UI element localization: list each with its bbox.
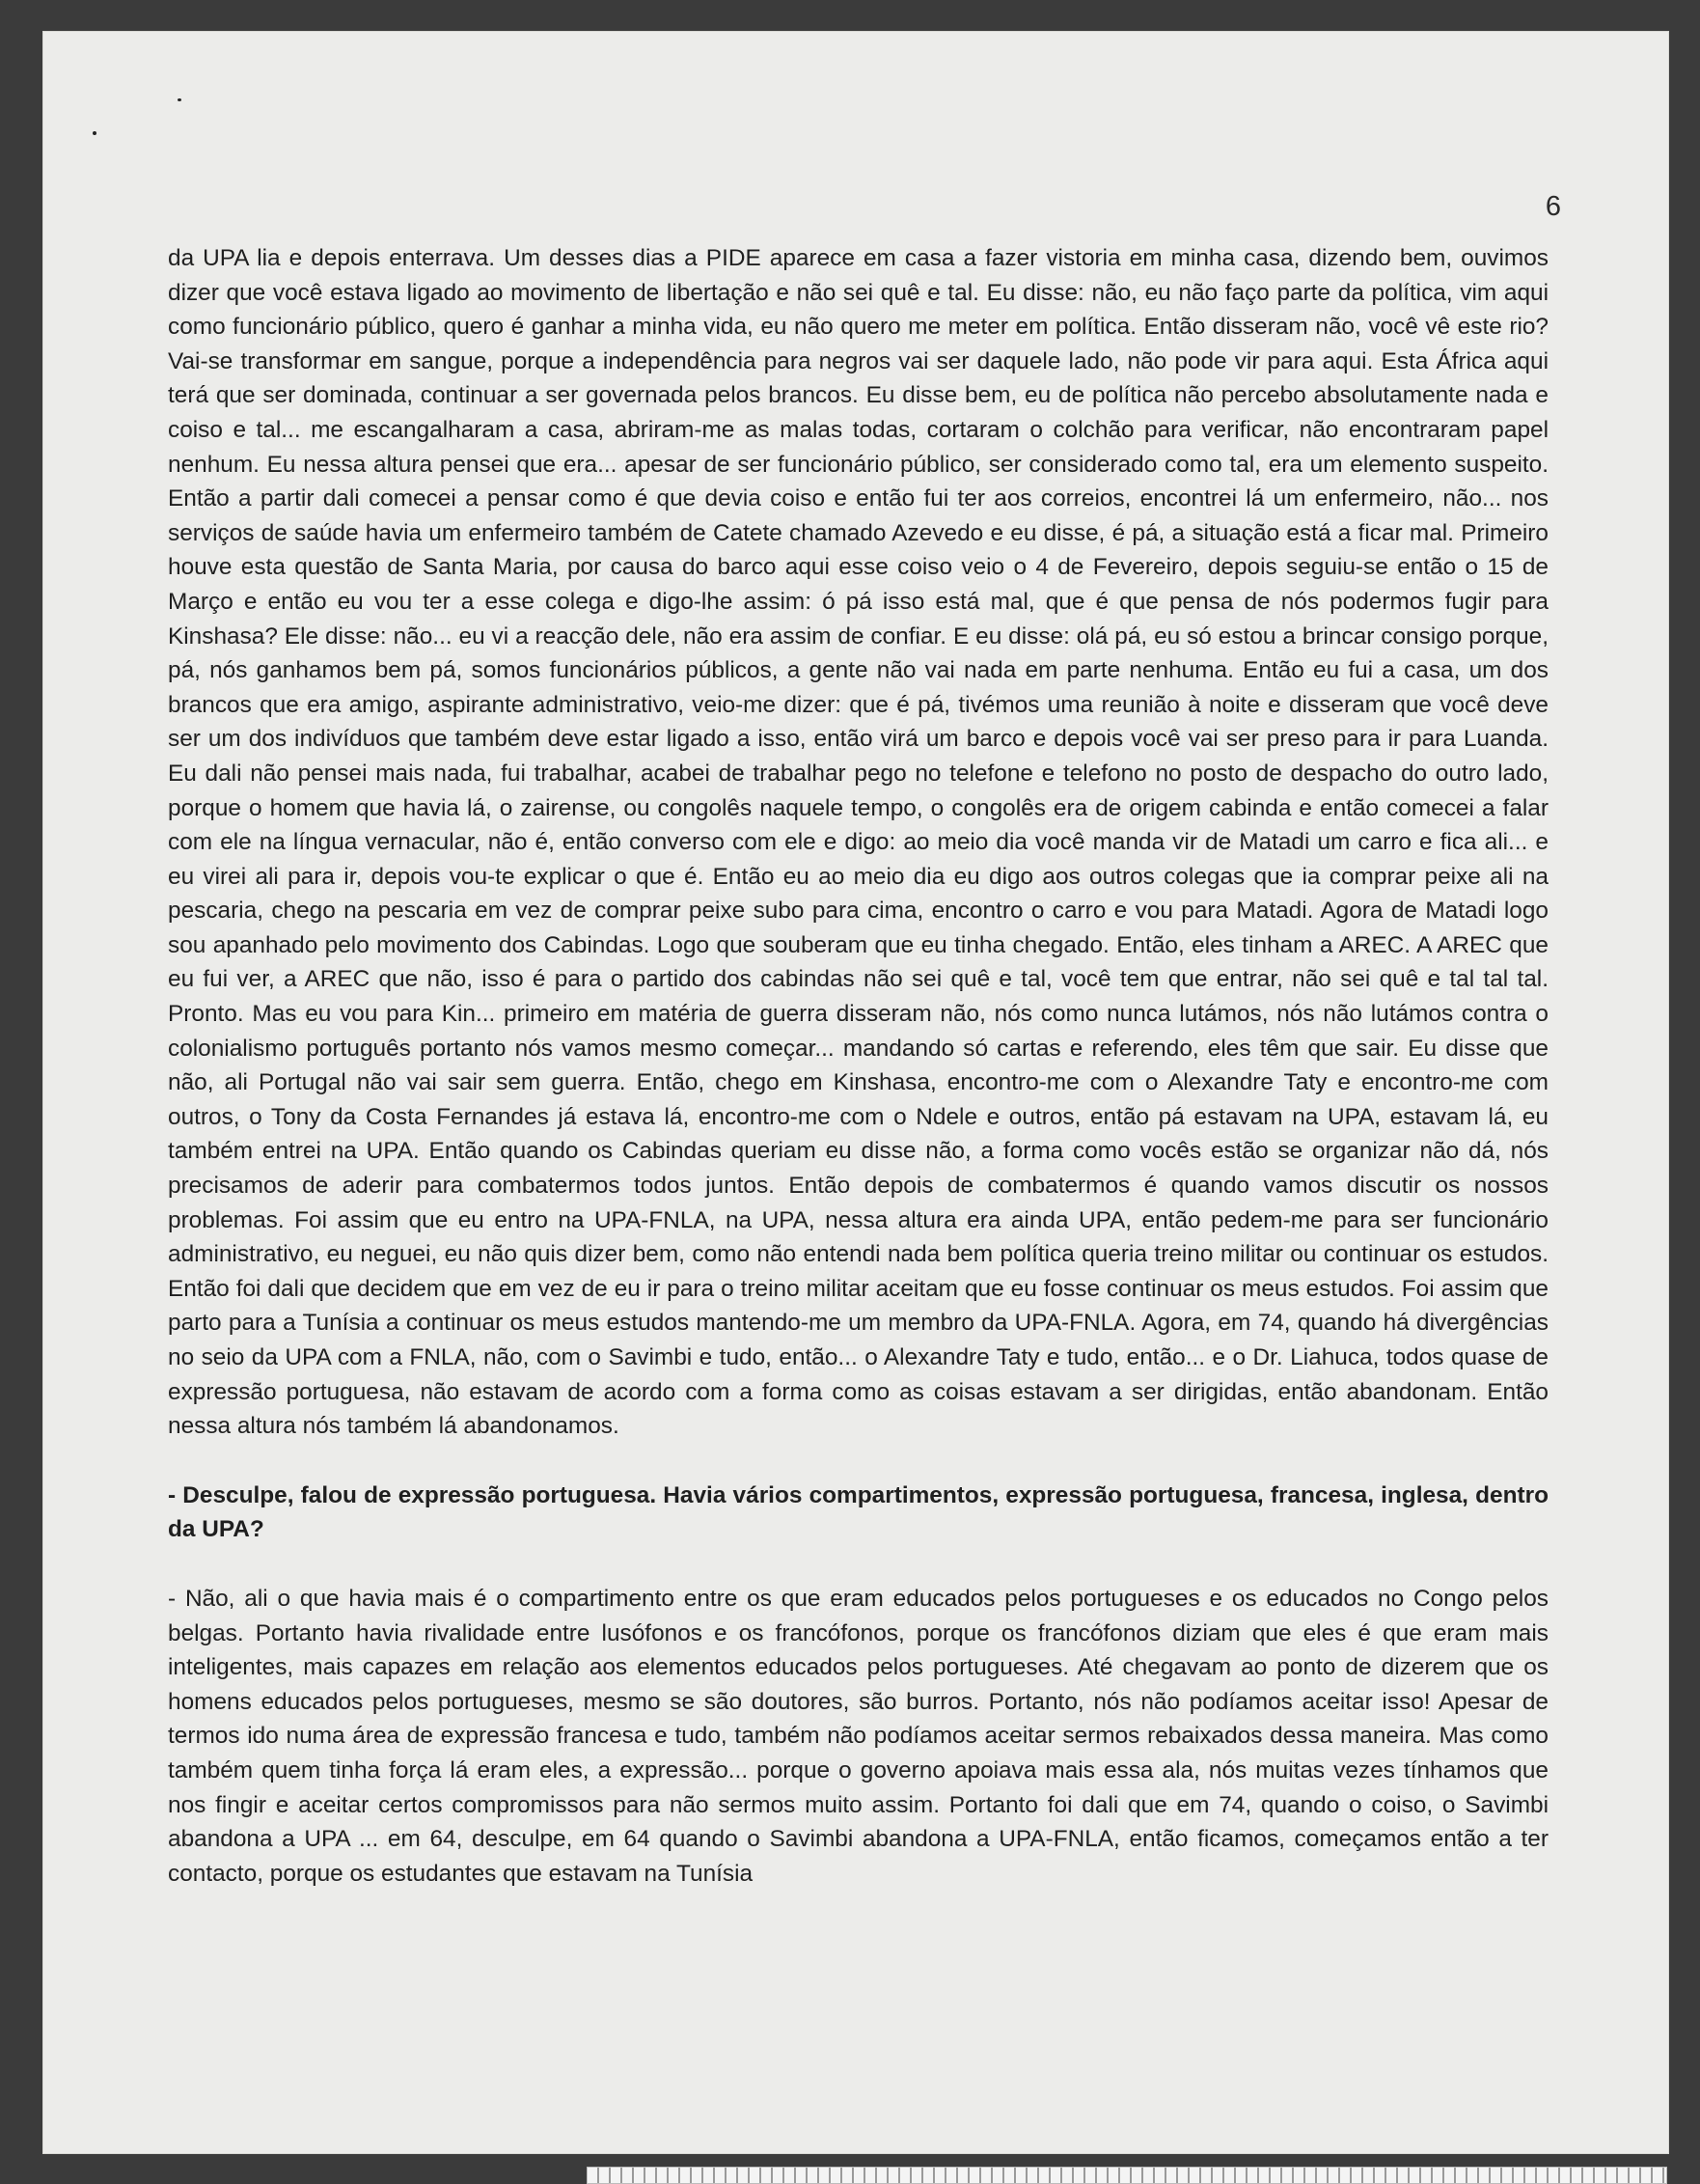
scan-ruler [587,2167,1667,2184]
paper-speck [178,98,181,101]
body-paragraph: da UPA lia e depois enterrava. Um desses dias a PIDE aparece em casa a fazer vistoria em minha casa, dizendo bem, ouvimos dizer que você estava ligado ao movimento de libertação e não sei quê e tal. Eu disse: não, eu não faço parte da política, vim aqui como funcionário público, quero é ganhar a minha vida, eu não quero me meter em política. Então disseram não, você vê este rio? Vai-se transformar em sangue, porque a independência para negros vai ser daquele lado, não pode vir para aqui. Esta África aqui terá que ser dominada, continuar a ser governada pelos brancos. Eu disse bem, eu de política não percebo absolutamente nada e coiso e tal... me escangalharam a casa, abriram-me as malas todas, cortaram o colchão para verificar, não encontraram papel nenhum. Eu nessa altura pensei que era... apesar de ser funcionário público, ser considerado como tal, era um elemento suspeito. Então a partir dali comecei a pensar como é que devia coiso e então fui ter aos correios, encontrei lá um enfermeiro, não... nos serviços de saúde havia um enfermeiro também de Catete chamado Azevedo e eu disse, é pá, a situação está a ficar mal. Primeiro houve esta questão de Santa Maria, por causa do barco aqui esse coiso veio o 4 de Fevereiro, depois seguiu-se então o 15 de Março e então eu vou ter a esse colega e digo-lhe assim: ó pá isso está mal, que é que pensa de nós podermos fugir para Kinshasa? Ele disse: não... eu vi a reacção dele, não era assim de confiar. E eu disse: olá pá, eu só estou a brincar consigo porque, pá, nós ganhamos bem pá, somos funcionários públicos, a gente não vai nada em parte nenhuma. Então eu fui a casa, um dos brancos que era amigo, aspirante administrativo, veio-me dizer: que é pá, tivémos uma reunião à noite e disseram que você deve ser um dos indivíduos que também deve estar ligado a isso, então virá um barco e depois você vai ser preso para ir para Luanda. Eu dali não pensei mais nada, fui trabalhar, acabei de trabalhar pego no telefone e telefono no posto de despacho do outro lado, porque o homem que havia lá, o zairense, ou congolês naquele tempo, o congolês era de origem cabinda e então comecei a falar com ele na língua vernacular, não é, então converso com ele e digo: ao meio dia você manda vir de Matadi um carro e fica ali... e eu virei ali para ir, depois vou-te explicar o que é. Então eu ao meio dia eu digo aos outros colegas que ia comprar peixe ali na pescaria, chego na pescaria em vez de comprar peixe subo para cima, encontro o carro e vou para Matadi. Agora de Matadi logo sou apanhado pelo movimento dos Cabindas. Logo que souberam que eu tinha chegado. Então, eles tinham a AREC. A AREC que eu fui ver, a AREC que não, isso é para o partido dos cabindas não sei quê e tal, você tem que entrar, não sei quê e tal tal tal. Pronto. Mas eu vou para Kin... primeiro em matéria de guerra disseram não, nós como nunca lutámos, nós não lutámos contra o colonialismo português portanto nós vamos mesmo começar... mandando só cartas e referendo, eles têm que sair. Eu disse que não, ali Portugal não vai sair sem guerra. Então, chego em Kinshasa, encontro-me com o Alexandre Taty e encontro-me com outros, o Tony da Costa Fernandes já estava lá, encontro-me com o Ndele e outros, então pá estavam na UPA, estavam lá, eu também entrei na UPA. Então quando os Cabindas queriam eu disse não, a forma como vocês estão se organizar não dá, nós precisamos de aderir para combatermos todos juntos. Então depois de combatermos é quando vamos discutir os nossos problemas. Foi assim que eu entro na UPA-FNLA, na UPA, nessa altura era ainda UPA, então pedem-me para ser funcionário administrativo, eu neguei, eu não quis dizer bem, como não entendi nada bem política queria treino militar ou continuar os estudos. Então foi dali que decidem que em vez de eu ir para o treino militar aceitam que eu fosse continuar os meus estudos. Foi assim que parto para a Tunísia a continuar os meus estudos mantendo-me um membro da UPA-FNLA. Agora, em 74, quando há divergências no seio da UPA com a FNLA, não, com o Savimbi e tudo, então... o Alexandre Taty e tudo, então... e o Dr. Liahuca, todos quase de expressão portuguesa, não estavam de acordo com a forma como as coisas estavam a ser dirigidas, então abandonam. Então nessa altura nós também lá abandonamos. [168,245,1549,1440]
page-number: 6 [1545,191,1561,222]
interview-answer: - Não, ali o que havia mais é o compartimento entre os que eram educados pelos portugueses e os educados no Congo pelos belgas. Portanto havia rivalidade entre lusófonos e os francófonos, porque os francófonos diziam que eles é que eram mais inteligentes, mais capazes em relação aos elementos educados pelos portugueses. Até chegavam ao ponto de dizerem que os homens educados pelos portugueses, mesmo se são doutores, são burros. Portanto, nós não podíamos aceitar isso! Apesar de termos ido numa área de expressão francesa e tudo, também não podíamos aceitar sermos rebaixados dessa maneira. Mas como também quem tinha força lá eram eles, a expressão... porque o governo apoiava mais essa ala, nós muitas vezes tínhamos que nos fingir e aceitar certos compromissos para não sermos muito assim. Portanto foi dali que em 74, quando o coiso, o Savimbi abandona a UPA ... em 64, desculpe, em 64 quando o Savimbi abandona a UPA-FNLA, então ficamos, começamos então a ter contacto, porque os estudantes que estavam na Tunísia [168,1585,1549,1887]
paper-speck [93,131,96,135]
document-page [42,31,1669,2154]
document-body [168,241,1549,1891]
interview-question: - Desculpe, falou de expressão portuguesa. Havia vários compartimentos, expressão portuguesa, francesa, inglesa, dentro da UPA? [168,1481,1549,1543]
